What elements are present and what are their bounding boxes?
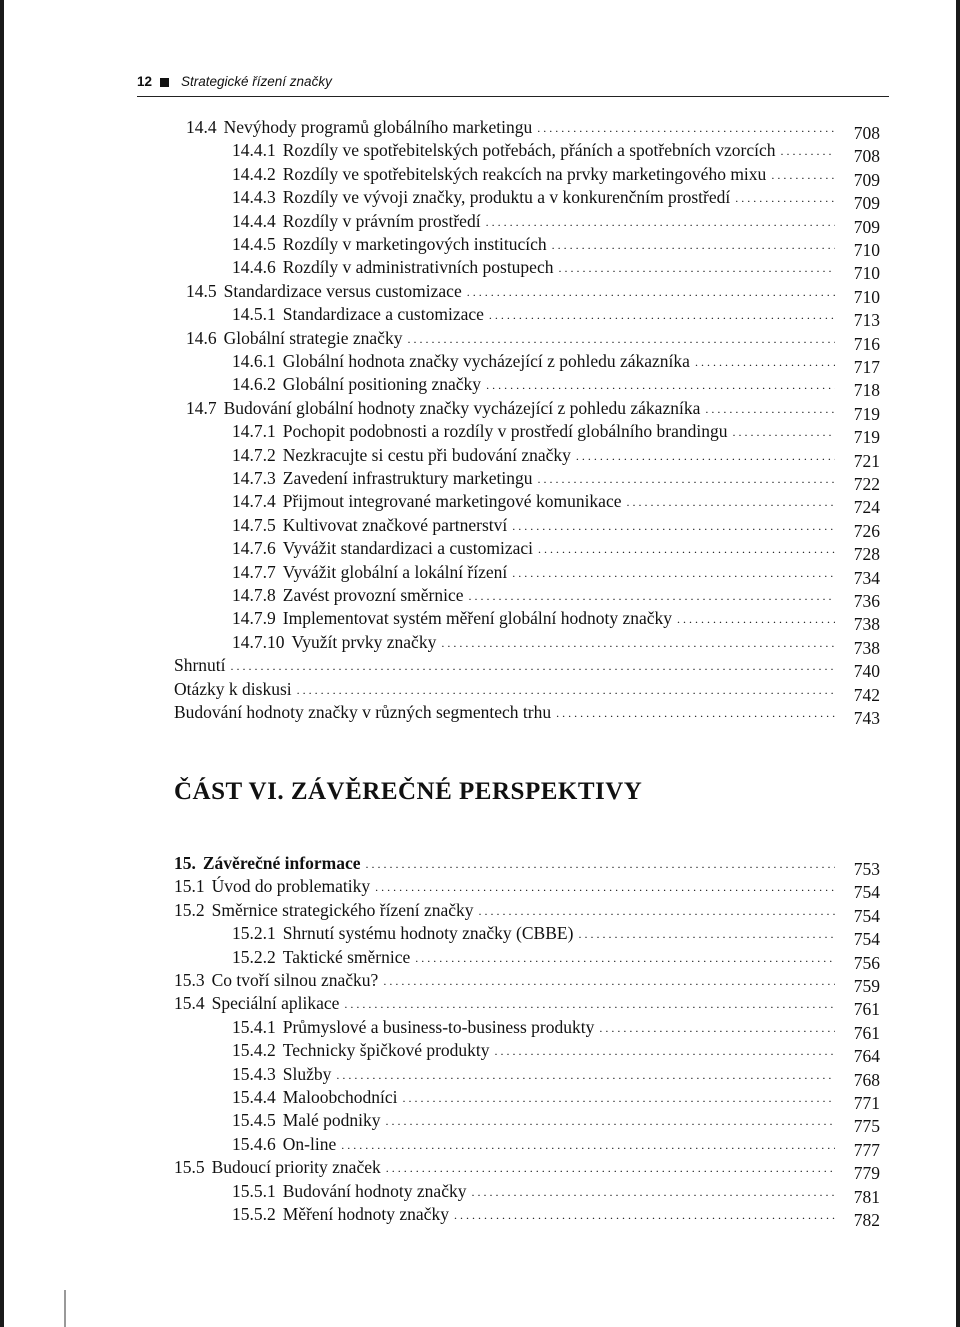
toc-entry <box>232 1180 880 1207</box>
toc-entry <box>186 280 880 307</box>
header-rule <box>137 96 889 97</box>
toc-entry-number: 14.7.5 <box>232 514 276 535</box>
dot-leader <box>231 655 835 677</box>
toc-entry-page: 722 <box>853 474 880 494</box>
toc-entry-number: 14.7.3 <box>232 468 276 488</box>
dot-leader <box>495 1040 835 1062</box>
scan-edge-right <box>956 0 960 1327</box>
toc-entry <box>232 256 880 284</box>
dot-leader <box>537 117 835 139</box>
toc-entry-title: Nevýhody programů globálního marketingu <box>223 117 533 137</box>
toc-entry-number: 14.7.4 <box>232 491 276 512</box>
toc-entry-title: Rozdíly v administrativních postupech <box>282 257 554 278</box>
toc-entry <box>232 537 880 565</box>
toc-entry <box>232 210 880 237</box>
part-heading: ČÁST VI. ZÁVĚREČNÉ PERSPEKTIVY <box>174 778 643 805</box>
dot-leader <box>538 468 835 490</box>
toc-entry <box>232 561 880 588</box>
toc-entry <box>232 373 880 401</box>
toc-entry-number: 14.7.8 <box>232 585 276 605</box>
toc-entry-title: Budování hodnoty značky v různých segmentech trhu <box>174 702 552 722</box>
dot-leader <box>735 187 835 209</box>
toc-entry-page: 709 <box>853 216 880 237</box>
toc-entry-title: Globální strategie značky <box>223 327 403 348</box>
toc-entry <box>232 186 880 214</box>
toc-entry-number: 15.4.5 <box>232 1110 276 1131</box>
toc-entry-title: Otázky k diskusi <box>174 678 292 699</box>
dot-leader <box>297 679 835 701</box>
toc-entry-page: 709 <box>853 193 880 214</box>
dot-leader <box>489 304 835 326</box>
toc-entry-title: Budování hodnoty značky <box>282 1180 467 1201</box>
toc-entry-page: 713 <box>853 310 880 331</box>
toc-entry-page: 771 <box>853 1093 880 1113</box>
toc-entry-page: 775 <box>853 1116 880 1137</box>
dot-leader <box>365 853 835 875</box>
toc-entry <box>232 1086 880 1113</box>
toc-entry-number: 14.6 <box>186 327 217 348</box>
toc-entry <box>232 1109 880 1137</box>
toc-entry-title: Rozdíly ve vývoji značky, produktu a v konkurenčním prostředí <box>282 187 731 208</box>
dot-leader <box>402 1087 835 1109</box>
toc-entry-page: 782 <box>853 1210 880 1230</box>
toc-entry <box>232 303 880 331</box>
toc-entry-page: 759 <box>853 976 880 996</box>
toc-entry-page: 710 <box>853 240 880 260</box>
toc-entry-number: 14.6.2 <box>232 374 276 395</box>
toc-entry-number: 14.4 <box>186 117 217 137</box>
toc-entry-page: 768 <box>853 1069 880 1090</box>
toc-entry <box>174 899 880 926</box>
toc-entry <box>232 233 880 260</box>
toc-entry-title: Závěrečné informace <box>202 853 361 873</box>
running-header <box>137 70 897 100</box>
toc-entry-title: Zavést provozní směrnice <box>282 585 464 605</box>
toc-entry-page: 736 <box>853 591 880 611</box>
dot-leader <box>512 515 835 537</box>
running-title: Strategické řízení značky <box>181 74 332 89</box>
dot-leader <box>558 257 835 279</box>
toc-entry <box>186 397 880 424</box>
toc-entry <box>232 584 880 611</box>
toc-entry-title: Budoucí priority značek <box>211 1157 381 1178</box>
toc-entry-page: 726 <box>853 520 880 541</box>
toc-entry-page: 708 <box>853 146 880 167</box>
toc-entry-title: Přijmout integrované marketingové komunikace <box>282 491 622 512</box>
toc-entry-number: 14.7.2 <box>232 444 276 465</box>
toc-entry-page: 761 <box>853 1022 880 1043</box>
toc-entry <box>174 701 880 728</box>
toc-entry <box>174 852 880 879</box>
toc-entry-page: 740 <box>853 661 880 682</box>
toc-entry-number: 14.6.1 <box>232 351 276 371</box>
dot-leader <box>677 608 835 630</box>
toc-entry-number: 15. <box>174 853 196 873</box>
toc-entry-title: Pochopit podobnosti a rozdíly v prostředí globálního brandingu <box>282 421 728 442</box>
toc-entry-page: 718 <box>853 380 880 401</box>
toc-entry-title: Průmyslové a business-to-business produkty <box>282 1016 595 1037</box>
toc-entry-number: 15.4.4 <box>232 1087 276 1107</box>
toc-entry <box>232 631 880 658</box>
dot-leader <box>771 164 835 186</box>
toc-entry-title: Standardizace a customizace <box>282 304 484 325</box>
scan-shadow <box>64 1290 66 1327</box>
toc-entry-page: 742 <box>853 684 880 705</box>
toc-entry-number: 14.4.6 <box>232 257 276 278</box>
toc-entry-number: 14.7.7 <box>232 561 276 582</box>
toc-entry-page: 764 <box>853 1046 880 1067</box>
toc-entry-page: 716 <box>853 333 880 354</box>
toc-entry <box>174 678 880 705</box>
dot-leader <box>479 900 835 922</box>
dot-leader <box>375 876 835 898</box>
toc-entry-number: 14.4.5 <box>232 234 276 254</box>
toc-entry-title: Využít prvky značky <box>291 631 437 652</box>
dot-leader <box>467 281 835 303</box>
toc-entry-title: Co tvoří silnou značku? <box>211 970 379 990</box>
toc-entry-page: 709 <box>853 169 880 190</box>
dot-leader <box>552 234 835 256</box>
toc-entry-page: 719 <box>853 427 880 448</box>
toc-entry-number: 15.2.1 <box>232 923 276 944</box>
toc-entry-title: Maloobchodníci <box>282 1087 398 1107</box>
toc-entry-number: 15.4.2 <box>232 1040 276 1061</box>
toc-entry <box>232 420 880 448</box>
dot-leader <box>469 585 835 607</box>
dot-leader <box>512 562 835 584</box>
toc-entry <box>232 922 880 950</box>
dot-leader <box>386 1157 835 1179</box>
toc-entry <box>186 327 880 354</box>
toc-entry-page: 738 <box>853 614 880 635</box>
dot-leader <box>341 1134 835 1156</box>
toc-entry-page: 721 <box>853 450 880 471</box>
toc-entry <box>232 490 880 518</box>
toc-entry-page: 756 <box>853 952 880 973</box>
toc-entry-number: 14.4.1 <box>232 140 276 161</box>
dot-leader <box>486 211 835 233</box>
toc-entry-number: 15.1 <box>174 876 205 897</box>
toc-entry <box>174 654 880 682</box>
dot-leader <box>578 923 835 945</box>
toc-entry-page: 754 <box>853 882 880 903</box>
toc-entry-title: Shrnutí <box>174 655 226 676</box>
toc-entry-page: 761 <box>853 999 880 1020</box>
dot-leader <box>781 140 835 162</box>
toc-entry-title: Globální positioning značky <box>282 374 482 395</box>
toc-entry-number: 15.2.2 <box>232 946 276 967</box>
dot-leader <box>344 993 835 1015</box>
dot-leader <box>415 947 835 969</box>
dot-leader <box>441 632 835 654</box>
dot-leader <box>538 538 835 560</box>
toc-entry <box>232 607 880 635</box>
square-bullet-icon <box>160 78 169 87</box>
dot-leader <box>556 702 835 724</box>
toc-entry-number: 14.4.2 <box>232 163 276 184</box>
toc-entry <box>232 1016 880 1043</box>
toc-entry <box>174 992 880 1020</box>
toc-entry <box>174 1156 880 1184</box>
toc-entry-number: 15.5.2 <box>232 1204 276 1224</box>
toc-entry-title: Rozdíly v marketingových institucích <box>282 234 547 254</box>
toc-entry-page: 753 <box>853 859 880 879</box>
toc-entry-page: 777 <box>853 1139 880 1160</box>
toc-entry-title: Nezkracujte si cestu při budování značky <box>282 444 571 465</box>
toc-entry-title: Shrnutí systému hodnoty značky (CBBE) <box>282 923 574 944</box>
toc-entry-number: 15.4.1 <box>232 1016 276 1037</box>
toc-entry <box>232 163 880 190</box>
toc-entry-number: 14.5.1 <box>232 304 276 325</box>
toc-entry-title: Rozdíly ve spotřebitelských potřebách, přáních a spotřebních vzorcích <box>282 140 776 161</box>
toc-entry-title: Malé podniky <box>282 1110 381 1131</box>
dot-leader <box>626 491 835 513</box>
toc-entry-page: 710 <box>853 263 880 284</box>
toc-entry-number: 14.5 <box>186 280 217 301</box>
dot-leader <box>576 445 835 467</box>
toc-entry-title: Taktické směrnice <box>282 946 411 967</box>
dot-leader <box>705 398 835 420</box>
toc-entry <box>232 467 880 494</box>
dot-leader <box>407 328 835 350</box>
toc-entry-number: 14.4.3 <box>232 187 276 208</box>
toc-entry <box>232 350 880 377</box>
toc-entry <box>186 116 880 143</box>
toc-entry-title: Budování globální hodnoty značky vycházející z pohledu zákazníka <box>223 397 701 418</box>
toc-entry-page: 754 <box>853 929 880 950</box>
toc-entry <box>232 139 880 167</box>
toc-entry-page: 728 <box>853 544 880 565</box>
dot-leader <box>733 421 836 443</box>
toc-entry-title: Rozdíly ve spotřebitelských reakcích na prvky marketingového mixu <box>282 163 767 184</box>
toc-entry-number: 15.4 <box>174 993 205 1014</box>
toc-entry-number: 15.3 <box>174 970 205 990</box>
dot-leader <box>471 1181 835 1203</box>
toc-entry-page: 779 <box>853 1163 880 1184</box>
toc-entry-number: 15.5 <box>174 1157 205 1178</box>
toc-entry-page: 743 <box>853 708 880 728</box>
toc-entry-page: 710 <box>853 286 880 307</box>
toc-entry <box>174 969 880 996</box>
toc-entry-title: Měření hodnoty značky <box>282 1204 449 1224</box>
toc-entry <box>232 1203 880 1230</box>
toc-entry <box>232 444 880 471</box>
toc-entry <box>232 514 880 541</box>
toc-entry-page: 719 <box>853 403 880 424</box>
toc-entry-page: 724 <box>853 497 880 518</box>
dot-leader <box>695 351 835 373</box>
toc-entry-title: On-line <box>282 1133 337 1154</box>
toc-entry-title: Úvod do problematiky <box>211 876 371 897</box>
toc-entry <box>174 875 880 903</box>
toc-entry-number: 15.5.1 <box>232 1180 276 1201</box>
toc-entry-number: 14.4.4 <box>232 210 276 231</box>
toc-entry-number: 14.7.6 <box>232 538 276 559</box>
toc-entry <box>232 1133 880 1160</box>
toc-entry-number: 14.7.10 <box>232 631 285 652</box>
toc-entry-number: 15.4.6 <box>232 1133 276 1154</box>
toc-entry-page: 717 <box>853 357 880 377</box>
toc-entry-page: 754 <box>853 905 880 926</box>
dot-leader <box>486 374 835 396</box>
page-number: 12 <box>137 74 153 89</box>
dot-leader <box>599 1017 835 1039</box>
toc-entry <box>232 1063 880 1090</box>
toc-entry-page: 781 <box>853 1186 880 1207</box>
toc-entry-number: 14.7.9 <box>232 608 276 629</box>
toc-entry-title: Kultivovat značkové partnerství <box>282 514 508 535</box>
toc-entry <box>232 1039 880 1067</box>
dot-leader <box>336 1064 835 1086</box>
toc-entry-title: Vyvážit globální a lokální řízení <box>282 561 508 582</box>
toc-entry-title: Standardizace versus customizace <box>223 280 462 301</box>
toc-entry-number: 14.7 <box>186 397 217 418</box>
toc-entry-page: 734 <box>853 567 880 588</box>
toc-entry-page: 708 <box>853 123 880 143</box>
toc-entry-page: 738 <box>853 637 880 658</box>
toc-entry-title: Globální hodnota značky vycházející z pohledu zákazníka <box>282 351 690 371</box>
scan-edge-left <box>0 0 4 1327</box>
toc-entry-title: Služby <box>282 1063 332 1084</box>
dot-leader <box>454 1204 835 1226</box>
dot-leader <box>385 1110 835 1132</box>
toc-entry-title: Rozdíly v právním prostředí <box>282 210 481 231</box>
toc-entry-title: Implementovat systém měření globální hodnoty značky <box>282 608 673 629</box>
toc-entry <box>232 946 880 973</box>
toc-entry-title: Zavedení infrastruktury marketingu <box>282 468 533 488</box>
toc-entry-title: Směrnice strategického řízení značky <box>211 899 474 920</box>
toc-entry-number: 15.2 <box>174 899 205 920</box>
toc-entry-title: Speciální aplikace <box>211 993 340 1014</box>
toc-entry-number: 14.7.1 <box>232 421 276 442</box>
toc-entry-number: 15.4.3 <box>232 1063 276 1084</box>
toc-entry-title: Vyvážit standardizaci a customizaci <box>282 538 533 559</box>
toc-entry-title: Technicky špičkové produkty <box>282 1040 490 1061</box>
dot-leader <box>383 970 835 992</box>
